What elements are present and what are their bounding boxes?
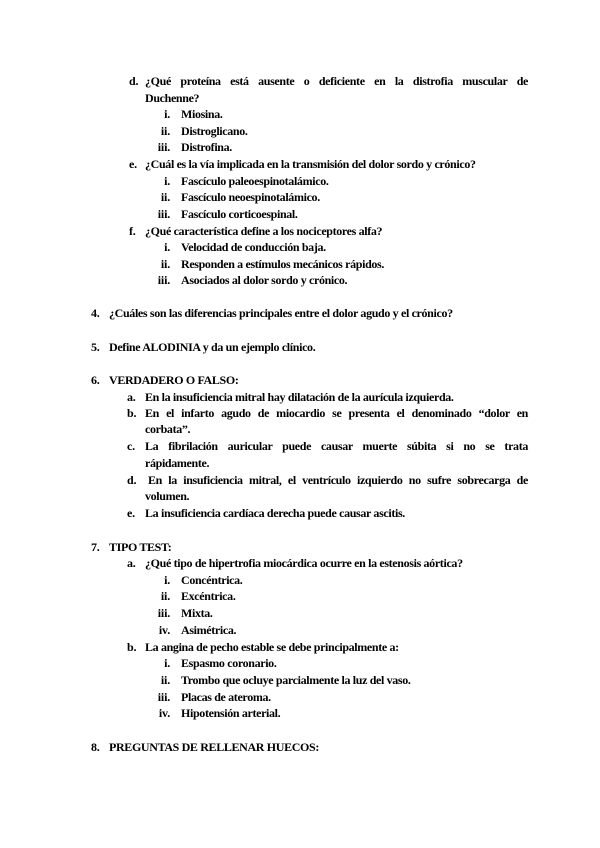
q6-c-marker: c. <box>127 439 135 453</box>
q5-marker: 5. <box>91 340 100 354</box>
item-d-marker: d. <box>129 74 139 88</box>
q7-a-marker: a. <box>127 556 136 570</box>
option-marker: iv. <box>158 706 170 720</box>
item-d-question-cont: Duchenne? <box>145 91 200 105</box>
option-text: Concéntrica. <box>181 573 243 587</box>
option-marker: i. <box>164 240 170 254</box>
option-text: Fascículo corticoespinal. <box>181 207 298 221</box>
q7-title: TIPO TEST: <box>109 540 172 554</box>
option-text: Placas de ateroma. <box>181 690 271 704</box>
option-marker: iii. <box>157 207 170 221</box>
option-marker: ii. <box>160 124 170 138</box>
option-marker: iv. <box>158 623 170 637</box>
option-text: Distroglicano. <box>181 124 248 138</box>
option-text: Velocidad de conducción baja. <box>181 240 326 254</box>
q4-marker: 4. <box>91 306 100 320</box>
q7-b-marker: b. <box>127 640 137 654</box>
option-text: Fascículo paleoespinotalámico. <box>181 174 329 188</box>
item-e-question: ¿Cuál es la vía implicada en la transmisión del dolor sordo y crónico? <box>145 157 476 171</box>
option-text: Distrofina. <box>181 140 232 154</box>
option-marker: ii. <box>160 673 170 687</box>
option-marker: ii. <box>160 589 170 603</box>
q7-b-question: La angina de pecho estable se debe principalmente a: <box>145 640 399 654</box>
item-f-marker: f. <box>129 224 136 238</box>
option-text: Responden a estímulos mecánicos rápidos. <box>181 257 385 271</box>
option-marker: ii. <box>160 257 170 271</box>
q8-title: PREGUNTAS DE RELLENAR HUECOS: <box>109 740 319 754</box>
q5-text: Define ALODINIA y da un ejemplo clínico. <box>109 340 316 354</box>
option-marker: iii. <box>157 690 170 704</box>
q6-c-text-cont: rápidamente. <box>145 456 210 470</box>
option-text: Excéntrica. <box>181 589 236 603</box>
option-marker: i. <box>164 174 170 188</box>
item-d-question: ¿Qué proteína está ausente o deficiente en la distrofia muscular de <box>145 74 528 88</box>
q6-marker: 6. <box>91 373 100 387</box>
q4-text: ¿Cuáles son las diferencias principales entre el dolor agudo y el crónico? <box>109 306 453 320</box>
option-marker: i. <box>164 107 170 121</box>
q6-b-text: En el infarto agudo de miocardio se presenta el denominado “dolor en <box>145 406 528 420</box>
q6-a-marker: a. <box>127 390 136 404</box>
option-text: Mixta. <box>181 606 213 620</box>
q6-d-text-cont: volumen. <box>145 489 190 503</box>
option-marker: ii. <box>160 190 170 204</box>
option-text: Hipotensión arterial. <box>181 706 281 720</box>
q6-e-text: La insuficiencia cardíaca derecha puede causar ascitis. <box>145 506 405 520</box>
q7-marker: 7. <box>91 540 100 554</box>
option-text: Asimétrica. <box>181 623 237 637</box>
option-marker: iii. <box>157 273 170 287</box>
option-marker: iii. <box>157 606 170 620</box>
q6-a-text: En la insuficiencia mitral hay dilatación de la aurícula izquierda. <box>145 390 454 404</box>
option-marker: i. <box>164 656 170 670</box>
option-text: Miosina. <box>181 107 223 121</box>
q6-title: VERDADERO O FALSO: <box>109 373 239 387</box>
q6-b-text-cont: corbata”. <box>145 422 191 436</box>
q6-d-marker: d. <box>127 473 137 487</box>
item-f-question: ¿Qué característica define a los nociceptores alfa? <box>145 224 383 238</box>
q7-a-question: ¿Qué tipo de hipertrofia miocárdica ocurre en la estenosis aórtica? <box>145 556 463 570</box>
q6-e-marker: e. <box>127 506 135 520</box>
option-text: Trombo que ocluye parcialmente la luz del vaso. <box>181 673 411 687</box>
option-text: Fascículo neoespinotalámico. <box>181 190 320 204</box>
q6-c-text: La fibrilación auricular puede causar muerte súbita si no se trata <box>145 439 528 453</box>
q8-marker: 8. <box>91 740 100 754</box>
q6-d-text: En la insuficiencia mitral, el ventrículo izquierdo no sufre sobrecarga de <box>148 473 528 487</box>
item-e-marker: e. <box>129 157 137 171</box>
q6-b-marker: b. <box>127 406 137 420</box>
option-marker: i. <box>164 573 170 587</box>
option-text: Espasmo coronario. <box>181 656 277 670</box>
option-marker: iii. <box>157 140 170 154</box>
option-text: Asociados al dolor sordo y crónico. <box>181 273 348 287</box>
